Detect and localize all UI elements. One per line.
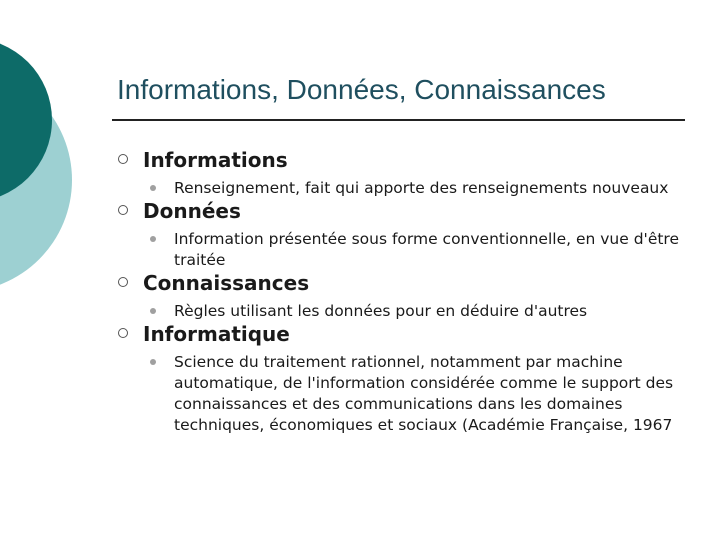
hollow-bullet-icon <box>118 154 128 164</box>
section-text: Information présentée sous forme conventionnelle, en vue d'être traitée <box>174 230 679 269</box>
slide-title: Informations, Données, Connaissances <box>117 74 606 105</box>
section-heading: Connaissances <box>143 271 310 295</box>
section-informations <box>118 148 693 199</box>
section-donnees <box>118 199 693 271</box>
section-text: Renseignement, fait qui apporte des renseignements nouveaux <box>174 179 669 197</box>
hollow-bullet-icon <box>118 328 128 338</box>
dot-bullet-icon <box>150 185 156 191</box>
section-connaissances <box>118 271 693 322</box>
hollow-bullet-icon <box>118 205 128 215</box>
section-heading: Informatique <box>143 322 290 346</box>
section-heading: Données <box>143 199 241 223</box>
section-heading: Informations <box>143 148 288 172</box>
hollow-bullet-icon <box>118 277 128 287</box>
dot-bullet-icon <box>150 308 156 314</box>
dot-bullet-icon <box>150 359 156 365</box>
slide-content <box>118 148 693 436</box>
section-informatique <box>118 322 693 436</box>
section-text: Science du traitement rationnel, notamment par machine automatique, de l'information considérée comme le support des connaissances et des communications dans les domaines techniques, économiques et sociaux (Académie Française, 1967 <box>174 353 674 434</box>
dot-bullet-icon <box>150 236 156 242</box>
title-underline <box>112 119 685 121</box>
section-text: Règles utilisant les données pour en déduire d'autres <box>174 302 588 320</box>
